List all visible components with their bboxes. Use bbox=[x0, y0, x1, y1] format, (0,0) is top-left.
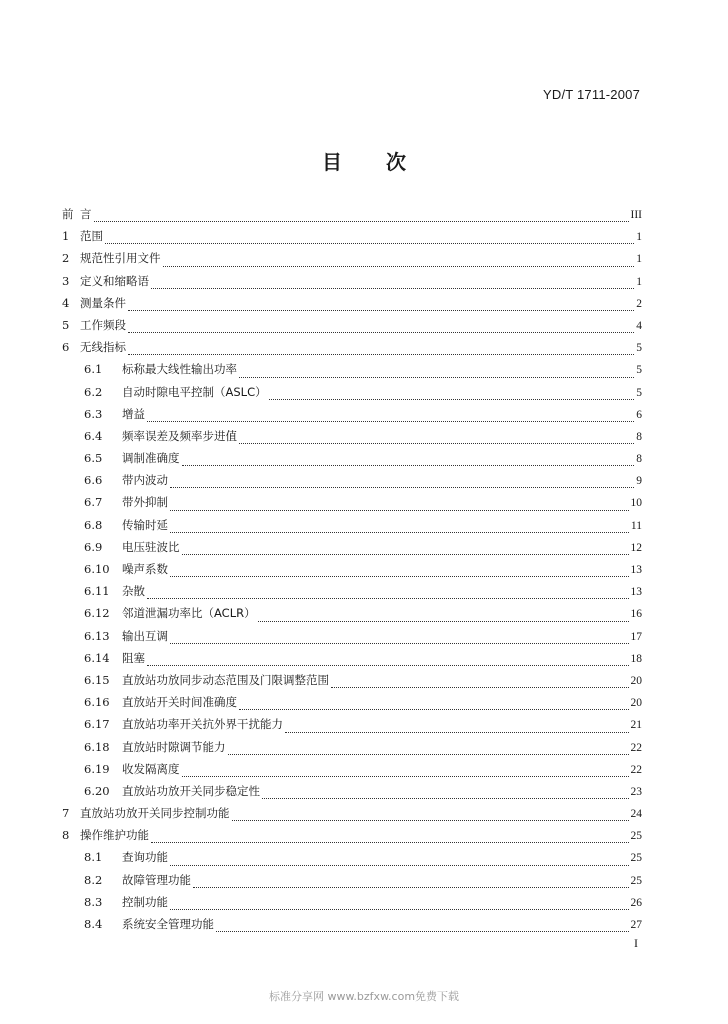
toc-dot-leader bbox=[239, 376, 634, 378]
toc-dot-leader bbox=[182, 775, 629, 777]
toc-entry-page: 1 bbox=[636, 275, 642, 288]
toc-entry[interactable] bbox=[62, 250, 642, 272]
toc-dot-leader bbox=[105, 242, 634, 244]
toc-entry-page: 25 bbox=[630, 874, 642, 887]
toc-entry-page: 25 bbox=[630, 852, 642, 865]
toc-entry-page: 13 bbox=[630, 564, 642, 576]
toc-entry-number: 6.10 bbox=[84, 562, 110, 576]
toc-entry-page: 20 bbox=[630, 697, 642, 710]
toc-entry-page: 20 bbox=[630, 674, 642, 687]
toc-entry[interactable] bbox=[62, 317, 642, 339]
toc-entry[interactable] bbox=[62, 494, 642, 516]
toc-dot-leader bbox=[239, 708, 629, 710]
toc-entry[interactable] bbox=[62, 384, 642, 406]
toc-entry-title: 查询功能 bbox=[122, 850, 168, 865]
toc-dot-leader bbox=[147, 420, 634, 422]
toc-entry-page: 22 bbox=[630, 741, 642, 754]
toc-entry-number: 6.14 bbox=[84, 650, 110, 665]
toc-entry-title: 故障管理功能 bbox=[122, 872, 191, 887]
toc-entry-title: 定义和缩略语 bbox=[80, 273, 149, 288]
toc-entry-number: 6.16 bbox=[84, 695, 110, 710]
toc-entry-page: 13 bbox=[630, 586, 642, 599]
toc-dot-leader bbox=[170, 642, 629, 644]
toc-entry[interactable] bbox=[62, 361, 642, 383]
toc-entry[interactable] bbox=[62, 672, 642, 694]
toc-entry[interactable] bbox=[62, 694, 642, 716]
toc-entry-page: 11 bbox=[630, 519, 642, 532]
toc-dot-leader bbox=[128, 309, 634, 311]
toc-dot-leader bbox=[285, 731, 629, 733]
toc-entry-title: 直放站开关时间准确度 bbox=[122, 695, 237, 710]
toc-entry-page: 16 bbox=[630, 608, 642, 621]
toc-entry-number: 6 bbox=[62, 340, 70, 355]
toc-entry-title: 收发隔离度 bbox=[122, 761, 180, 776]
toc-entry[interactable] bbox=[62, 650, 642, 672]
toc-entry-number: 6.7 bbox=[84, 495, 103, 510]
toc-entry[interactable] bbox=[62, 827, 642, 849]
toc-entry-title: 直放站功率开关抗外界干扰能力 bbox=[122, 717, 283, 732]
toc-dot-leader bbox=[269, 398, 635, 400]
toc-dot-leader bbox=[193, 886, 629, 888]
toc-entry-title: 工作频段 bbox=[80, 317, 126, 332]
toc-entry[interactable] bbox=[62, 916, 642, 938]
toc-dot-leader bbox=[258, 620, 629, 622]
toc-entry-title: 直放站功放同步动态范围及门限调整范围 bbox=[122, 672, 329, 687]
toc-entry-title: 传输时延 bbox=[122, 517, 168, 532]
toc-dot-leader bbox=[147, 597, 629, 599]
standard-code: YD/T 1711-2007 bbox=[543, 87, 640, 102]
toc-entry-title: 带外抑制 bbox=[122, 495, 168, 510]
toc-entry[interactable] bbox=[62, 406, 642, 428]
toc-entry-page: 12 bbox=[630, 541, 642, 554]
toc-entry-title: 无线指标 bbox=[80, 340, 126, 355]
toc-entry[interactable] bbox=[62, 428, 642, 450]
toc-entry-number: 6.18 bbox=[84, 739, 110, 754]
toc-entry-title: 杂散 bbox=[122, 584, 145, 599]
toc-entry-title: 直放站功放开关同步稳定性 bbox=[122, 783, 260, 798]
toc-dot-leader bbox=[170, 509, 629, 511]
watermark: 标准分享网 www.bzfxw.com免费下载 bbox=[268, 990, 460, 1003]
toc-entry-number: 6.17 bbox=[84, 717, 110, 732]
toc-entry-number: 6.6 bbox=[84, 473, 103, 488]
toc-entry-title: 噪声系数 bbox=[122, 562, 168, 576]
toc-dot-leader bbox=[163, 265, 635, 267]
toc-entry-title: 系统安全管理功能 bbox=[122, 917, 214, 931]
toc-entry-number: 7 bbox=[62, 806, 70, 821]
toc-entry-number: 1 bbox=[62, 229, 70, 244]
toc-entry[interactable] bbox=[62, 894, 642, 916]
toc-entry-title: 带内波动 bbox=[122, 473, 168, 488]
toc-entry-title: 自动时隙电平控制（ASLC） bbox=[122, 384, 267, 399]
toc-entry-page: 1 bbox=[636, 253, 642, 266]
toc-entry-page: 5 bbox=[636, 386, 642, 399]
page-title-part1: 目 bbox=[322, 150, 342, 174]
toc-entry-number: 8.4 bbox=[84, 917, 103, 931]
toc-dot-leader bbox=[170, 575, 629, 577]
toc-entry-number: 8.1 bbox=[84, 850, 103, 865]
toc-entry[interactable] bbox=[62, 872, 642, 894]
toc-entry-page: 24 bbox=[630, 808, 642, 821]
toc-entry[interactable] bbox=[62, 583, 642, 605]
toc-entry-page: 25 bbox=[630, 830, 642, 843]
toc-entry-number: 8.2 bbox=[84, 872, 103, 887]
page-title-part2: 次 bbox=[386, 150, 406, 174]
toc-entry[interactable] bbox=[62, 450, 642, 472]
toc-entry-title: 直放站时隙调节能力 bbox=[122, 739, 226, 754]
toc-entry-number: 6.12 bbox=[84, 606, 110, 621]
toc-entry[interactable] bbox=[62, 295, 642, 317]
toc-entry-page: 5 bbox=[636, 342, 642, 355]
toc-entry[interactable] bbox=[62, 339, 642, 361]
toc-entry[interactable] bbox=[62, 739, 642, 761]
toc-entry-number: 3 bbox=[62, 273, 70, 288]
toc-entry-number: 6.20 bbox=[84, 783, 110, 798]
toc-entry-page: 8 bbox=[636, 453, 642, 466]
toc-entry[interactable] bbox=[62, 517, 642, 539]
toc-dot-leader bbox=[128, 353, 634, 355]
toc-entry-page: 1 bbox=[636, 231, 642, 244]
toc-entry[interactable] bbox=[62, 228, 642, 250]
toc-entry-title: 电压驻波比 bbox=[122, 539, 180, 554]
toc-dot-leader bbox=[239, 442, 634, 444]
toc-dot-leader bbox=[228, 753, 629, 755]
toc-dot-leader bbox=[151, 841, 629, 843]
toc-entry-title: 范围 bbox=[80, 229, 103, 244]
toc-entry-number: 8 bbox=[62, 828, 70, 843]
toc-entry-number: 6.11 bbox=[84, 584, 110, 599]
toc-entry-page: 4 bbox=[636, 319, 642, 332]
toc-entry-page: 18 bbox=[630, 652, 642, 665]
toc-entry-number: 6.3 bbox=[84, 406, 103, 421]
toc-entry-title: 增益 bbox=[122, 406, 145, 421]
toc-entry-number: 6.5 bbox=[84, 451, 103, 466]
toc-entry-title: 调制准确度 bbox=[122, 451, 180, 466]
toc-entry-title: 言 bbox=[80, 207, 92, 221]
toc-dot-leader bbox=[94, 220, 629, 222]
toc-dot-leader bbox=[151, 287, 634, 289]
toc-entry-number: 6.4 bbox=[84, 428, 103, 443]
toc-entry-title: 阻塞 bbox=[122, 650, 145, 665]
toc-entry[interactable] bbox=[62, 273, 642, 295]
page-title bbox=[0, 146, 728, 175]
toc-entry[interactable] bbox=[62, 472, 642, 494]
toc-entry-page: 22 bbox=[630, 763, 642, 776]
toc-entry-title: 操作维护功能 bbox=[80, 828, 149, 843]
toc-entry-title: 规范性引用文件 bbox=[80, 251, 161, 266]
toc-entry-page: 17 bbox=[630, 630, 642, 643]
toc-dot-leader bbox=[170, 531, 629, 533]
toc-dot-leader bbox=[262, 797, 629, 799]
toc-entry-number: 6.19 bbox=[84, 761, 110, 776]
toc-entry-number: 6.13 bbox=[84, 628, 110, 643]
toc-entry[interactable] bbox=[62, 539, 642, 561]
toc-entry-title: 频率误差及频率步进值 bbox=[122, 428, 237, 443]
toc-entry-page: 6 bbox=[636, 408, 642, 421]
toc-entry-number: 6.9 bbox=[84, 539, 103, 554]
toc-entry-page: 21 bbox=[630, 719, 642, 732]
toc-entry-title: 测量条件 bbox=[80, 295, 126, 310]
toc-entry-page: 9 bbox=[636, 475, 642, 488]
toc-entry[interactable] bbox=[62, 561, 642, 583]
toc-entry-number: 8.3 bbox=[84, 894, 103, 909]
table-of-contents bbox=[62, 206, 642, 938]
page-number: I bbox=[634, 936, 638, 950]
toc-entry-page: 8 bbox=[636, 430, 642, 443]
toc-entry-page: III bbox=[630, 209, 642, 221]
toc-entry-title: 控制功能 bbox=[122, 894, 168, 909]
toc-entry[interactable] bbox=[62, 761, 642, 783]
toc-entry[interactable] bbox=[62, 628, 642, 650]
toc-entry-title: 邻道泄漏功率比（ACLR） bbox=[122, 606, 256, 621]
toc-entry-page: 2 bbox=[636, 297, 642, 310]
toc-entry[interactable] bbox=[62, 783, 642, 805]
toc-entry-number: 6.1 bbox=[84, 362, 103, 377]
toc-entry[interactable] bbox=[62, 605, 642, 627]
toc-entry-page: 27 bbox=[630, 919, 642, 931]
toc-dot-leader bbox=[216, 930, 629, 932]
toc-entry[interactable] bbox=[62, 716, 642, 738]
toc-entry-number: 2 bbox=[62, 251, 70, 266]
toc-entry-number: 6.15 bbox=[84, 672, 110, 687]
toc-dot-leader bbox=[170, 908, 629, 910]
toc-entry-page: 5 bbox=[636, 364, 642, 377]
toc-entry-number: 6.8 bbox=[84, 517, 103, 532]
toc-entry-title: 输出互调 bbox=[122, 628, 168, 643]
toc-entry[interactable] bbox=[62, 805, 642, 827]
toc-dot-leader bbox=[128, 331, 634, 333]
toc-entry-title: 标称最大线性输出功率 bbox=[122, 362, 237, 377]
toc-entry[interactable] bbox=[62, 849, 642, 871]
toc-entry-number: 6.2 bbox=[84, 384, 103, 399]
toc-entry-page: 26 bbox=[630, 896, 642, 909]
toc-entry[interactable] bbox=[62, 206, 642, 228]
toc-dot-leader bbox=[182, 464, 635, 466]
toc-entry-number: 5 bbox=[62, 317, 70, 332]
toc-dot-leader bbox=[170, 864, 629, 866]
toc-entry-number: 前 bbox=[62, 207, 74, 221]
toc-dot-leader bbox=[147, 664, 629, 666]
toc-dot-leader bbox=[232, 819, 629, 821]
toc-entry-page: 10 bbox=[630, 497, 642, 510]
toc-entry-number: 4 bbox=[62, 295, 70, 310]
toc-dot-leader bbox=[170, 486, 634, 488]
toc-entry-page: 23 bbox=[630, 785, 642, 798]
toc-dot-leader bbox=[331, 686, 629, 688]
toc-dot-leader bbox=[182, 553, 629, 555]
toc-entry-title: 直放站功放开关同步控制功能 bbox=[80, 806, 230, 821]
